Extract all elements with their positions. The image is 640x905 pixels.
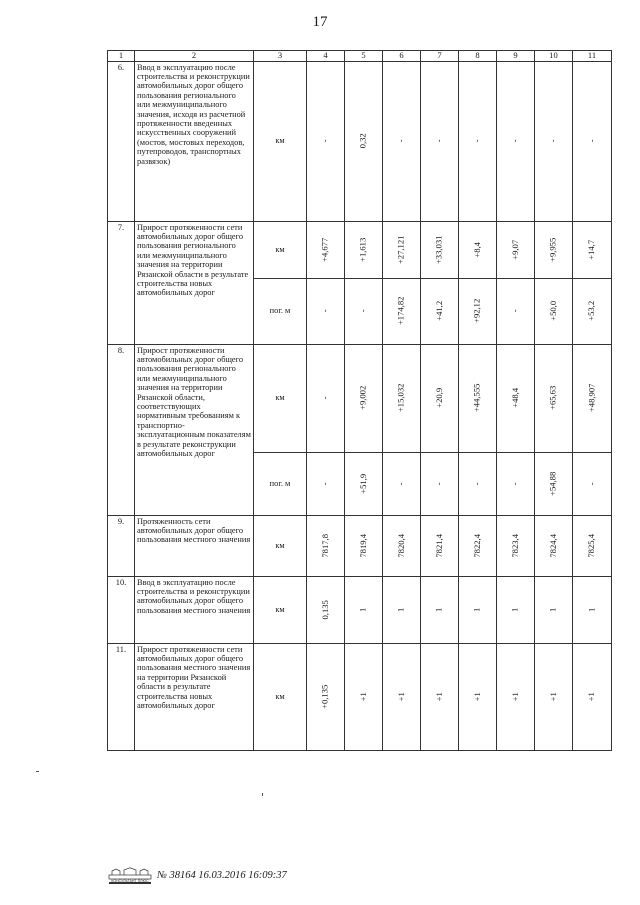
value-cell: [421, 221, 459, 278]
unit-cell: пог. м: [254, 452, 307, 515]
value-text: +9,002: [357, 385, 368, 411]
value-text: -: [319, 482, 330, 485]
value-text: +44,555: [471, 383, 482, 413]
value-cell: [573, 61, 612, 221]
table-row: [108, 576, 612, 643]
header-cell: 2: [135, 51, 254, 62]
header-cell: 6: [383, 51, 421, 62]
value-text: 7817,8: [319, 533, 330, 558]
value-text: +41,2: [433, 301, 444, 321]
value-cell: [383, 576, 421, 643]
row-number: 8.: [108, 344, 135, 515]
value-text: -: [319, 309, 330, 313]
value-cell: [573, 515, 612, 576]
value-text: +1: [509, 691, 520, 702]
value-cell: [345, 221, 383, 278]
value-cell: [497, 452, 535, 515]
header-cell: 8: [459, 51, 497, 62]
value-text: +9,955: [547, 237, 558, 262]
value-cell: [535, 452, 573, 515]
header-row: [108, 51, 612, 62]
footer: [108, 867, 428, 887]
value-text: -: [586, 482, 597, 485]
value-cell: [307, 61, 345, 221]
indicator-name: Протяженность сети автомобильных дорог общего пользования местного значения: [135, 515, 254, 576]
value-text: -: [319, 396, 330, 400]
value-cell: [535, 61, 573, 221]
value-text: -: [395, 139, 406, 143]
value-text: -: [471, 139, 482, 143]
value-cell: [421, 643, 459, 750]
value-cell: [383, 278, 421, 344]
value-cell: [345, 452, 383, 515]
value-text: +9,07: [509, 239, 520, 260]
value-cell: [307, 452, 345, 515]
value-text: +8,4: [471, 241, 482, 258]
value-cell: [497, 515, 535, 576]
scan-speck: [262, 793, 263, 796]
value-cell: [307, 278, 345, 344]
value-cell: [421, 61, 459, 221]
value-cell: [383, 515, 421, 576]
indicator-name: Прирост протяженности сети автомобильных дорог общего пользования регионального или межмуниципального значения на территории Рязанской области в результате строительства новых автомобильных дорог: [135, 221, 254, 344]
header-cell: 7: [421, 51, 459, 62]
logo-text: КОНСУЛЬТАНТ ПЛЮС: [111, 879, 149, 883]
value-text: 1: [357, 607, 368, 612]
value-text: +48,907: [586, 383, 597, 413]
registration-stamp: № 38164 16.03.2016 16:09:37: [157, 870, 287, 881]
value-cell: [307, 576, 345, 643]
data-table: [107, 50, 612, 751]
table-row: [108, 221, 612, 278]
value-cell: [497, 643, 535, 750]
value-text: 7820,4: [395, 533, 406, 558]
header-cell: 10: [535, 51, 573, 62]
table-row: [108, 643, 612, 750]
value-text: 7824,4: [547, 533, 558, 558]
value-cell: [535, 515, 573, 576]
value-cell: [497, 344, 535, 452]
header-cell: 3: [254, 51, 307, 62]
value-text: -: [586, 139, 597, 143]
value-text: +1,613: [357, 237, 368, 262]
value-cell: [497, 221, 535, 278]
value-text: 1: [471, 607, 482, 612]
value-text: 1: [433, 607, 444, 612]
value-text: 7821,4: [433, 533, 444, 558]
header-cell: 9: [497, 51, 535, 62]
row-number: 7.: [108, 221, 135, 344]
value-text: +1: [357, 691, 368, 702]
value-text: +65,63: [547, 385, 558, 411]
value-text: +1: [395, 691, 406, 702]
unit-cell: км: [254, 643, 307, 750]
value-cell: [307, 344, 345, 452]
value-text: +48,4: [509, 388, 520, 408]
value-text: +27,121: [395, 235, 406, 264]
value-text: +4,677: [319, 237, 330, 262]
value-cell: [345, 515, 383, 576]
value-text: +51,9: [357, 473, 368, 494]
value-text: +50,0: [547, 301, 558, 321]
value-text: +174,82: [395, 296, 406, 326]
value-cell: [497, 576, 535, 643]
value-text: -: [433, 139, 444, 143]
value-cell: [345, 344, 383, 452]
value-text: 0,32: [357, 133, 368, 149]
value-text: +0,135: [319, 684, 330, 709]
value-cell: [421, 515, 459, 576]
value-text: +33,031: [433, 235, 444, 264]
table-row: [108, 61, 612, 221]
value-cell: [459, 278, 497, 344]
value-cell: [459, 515, 497, 576]
value-cell: [307, 643, 345, 750]
unit-cell: км: [254, 515, 307, 576]
value-cell: [497, 278, 535, 344]
value-cell: [459, 61, 497, 221]
value-cell: [535, 576, 573, 643]
header-cell: 1: [108, 51, 135, 62]
value-cell: [535, 278, 573, 344]
value-cell: [459, 576, 497, 643]
table-body: [108, 51, 612, 751]
row-number: 6.: [108, 61, 135, 221]
value-text: +53,2: [586, 301, 597, 321]
value-text: -: [509, 482, 520, 485]
unit-cell: км: [254, 221, 307, 278]
value-text: +1: [471, 691, 482, 702]
value-cell: [383, 344, 421, 452]
value-cell: [573, 452, 612, 515]
value-text: +54,88: [547, 471, 558, 496]
value-cell: [383, 61, 421, 221]
value-text: -: [509, 139, 520, 143]
value-cell: [421, 452, 459, 515]
value-cell: [459, 221, 497, 278]
value-cell: [421, 278, 459, 344]
value-cell: [383, 221, 421, 278]
page-number: 17: [312, 14, 328, 30]
value-cell: [383, 643, 421, 750]
value-text: +1: [547, 691, 558, 702]
header-cell: 11: [573, 51, 612, 62]
value-text: -: [547, 139, 558, 143]
value-text: 1: [509, 607, 520, 612]
value-cell: [345, 576, 383, 643]
value-text: -: [433, 482, 444, 485]
value-cell: [307, 515, 345, 576]
row-number: 9.: [108, 515, 135, 576]
value-cell: [573, 221, 612, 278]
value-cell: [573, 344, 612, 452]
value-cell: [345, 643, 383, 750]
unit-cell: км: [254, 576, 307, 643]
value-cell: [345, 278, 383, 344]
indicator-name: Прирост протяженности сети автомобильных дорог общего пользования местного значения на территории Рязанской области в результате строительства новых автомобильных дорог: [135, 643, 254, 750]
value-text: +20,9: [433, 388, 444, 408]
value-text: 1: [547, 607, 558, 612]
value-text: +1: [433, 691, 444, 702]
value-cell: [535, 643, 573, 750]
header-cell: 5: [345, 51, 383, 62]
value-text: 0,135: [319, 599, 330, 620]
value-cell: [307, 221, 345, 278]
indicator-name: Ввод в эксплуатацию после строительства и реконструкции автомобильных дорог общего пользования местного значения: [135, 576, 254, 643]
unit-cell: км: [254, 344, 307, 452]
value-cell: [459, 344, 497, 452]
value-text: 1: [395, 607, 406, 612]
value-text: 7819,4: [357, 533, 368, 558]
row-number: 10.: [108, 576, 135, 643]
value-text: 1: [586, 607, 597, 612]
value-text: +1: [586, 691, 597, 702]
value-cell: [421, 576, 459, 643]
value-text: +15,032: [395, 383, 406, 413]
value-cell: [459, 643, 497, 750]
value-text: -: [319, 139, 330, 143]
value-text: -: [357, 309, 368, 313]
row-number: 11.: [108, 643, 135, 750]
header-cell: 4: [307, 51, 345, 62]
value-cell: [459, 452, 497, 515]
value-cell: [383, 452, 421, 515]
value-text: -: [471, 482, 482, 485]
value-text: 7825,4: [586, 533, 597, 558]
value-text: 7822,4: [471, 533, 482, 558]
indicator-name: Прирост протяженности автомобильных дорог общего пользования регионального или межмуниципального значения на территории Рязанской области, соответствующих нормативным требованиям к транспортно-эксплуатационным показателям в результате реконструкции автомобильных дорог: [135, 344, 254, 515]
value-cell: [535, 221, 573, 278]
value-cell: [573, 278, 612, 344]
value-text: +92,12: [471, 298, 482, 324]
table-row: [108, 515, 612, 576]
value-cell: [345, 61, 383, 221]
scan-speck: [36, 771, 39, 772]
unit-cell: км: [254, 61, 307, 221]
value-text: -: [395, 482, 406, 485]
value-text: +14,7: [586, 239, 597, 260]
value-cell: [497, 61, 535, 221]
table-row: [108, 344, 612, 452]
value-cell: [535, 344, 573, 452]
value-cell: [421, 344, 459, 452]
value-cell: [573, 576, 612, 643]
value-text: -: [509, 309, 520, 313]
unit-cell: пог. м: [254, 278, 307, 344]
value-cell: [573, 643, 612, 750]
indicator-name: Ввод в эксплуатацию после строительства и реконструкции автомобильных дорог общего пользования регионального или межмуниципального значения, исходя из расчетной протяженности введенных искусственных сооружений (мостов, мостовых переходов, путепроводов, транспортных развязок): [135, 61, 254, 221]
value-text: 7823,4: [509, 533, 520, 558]
